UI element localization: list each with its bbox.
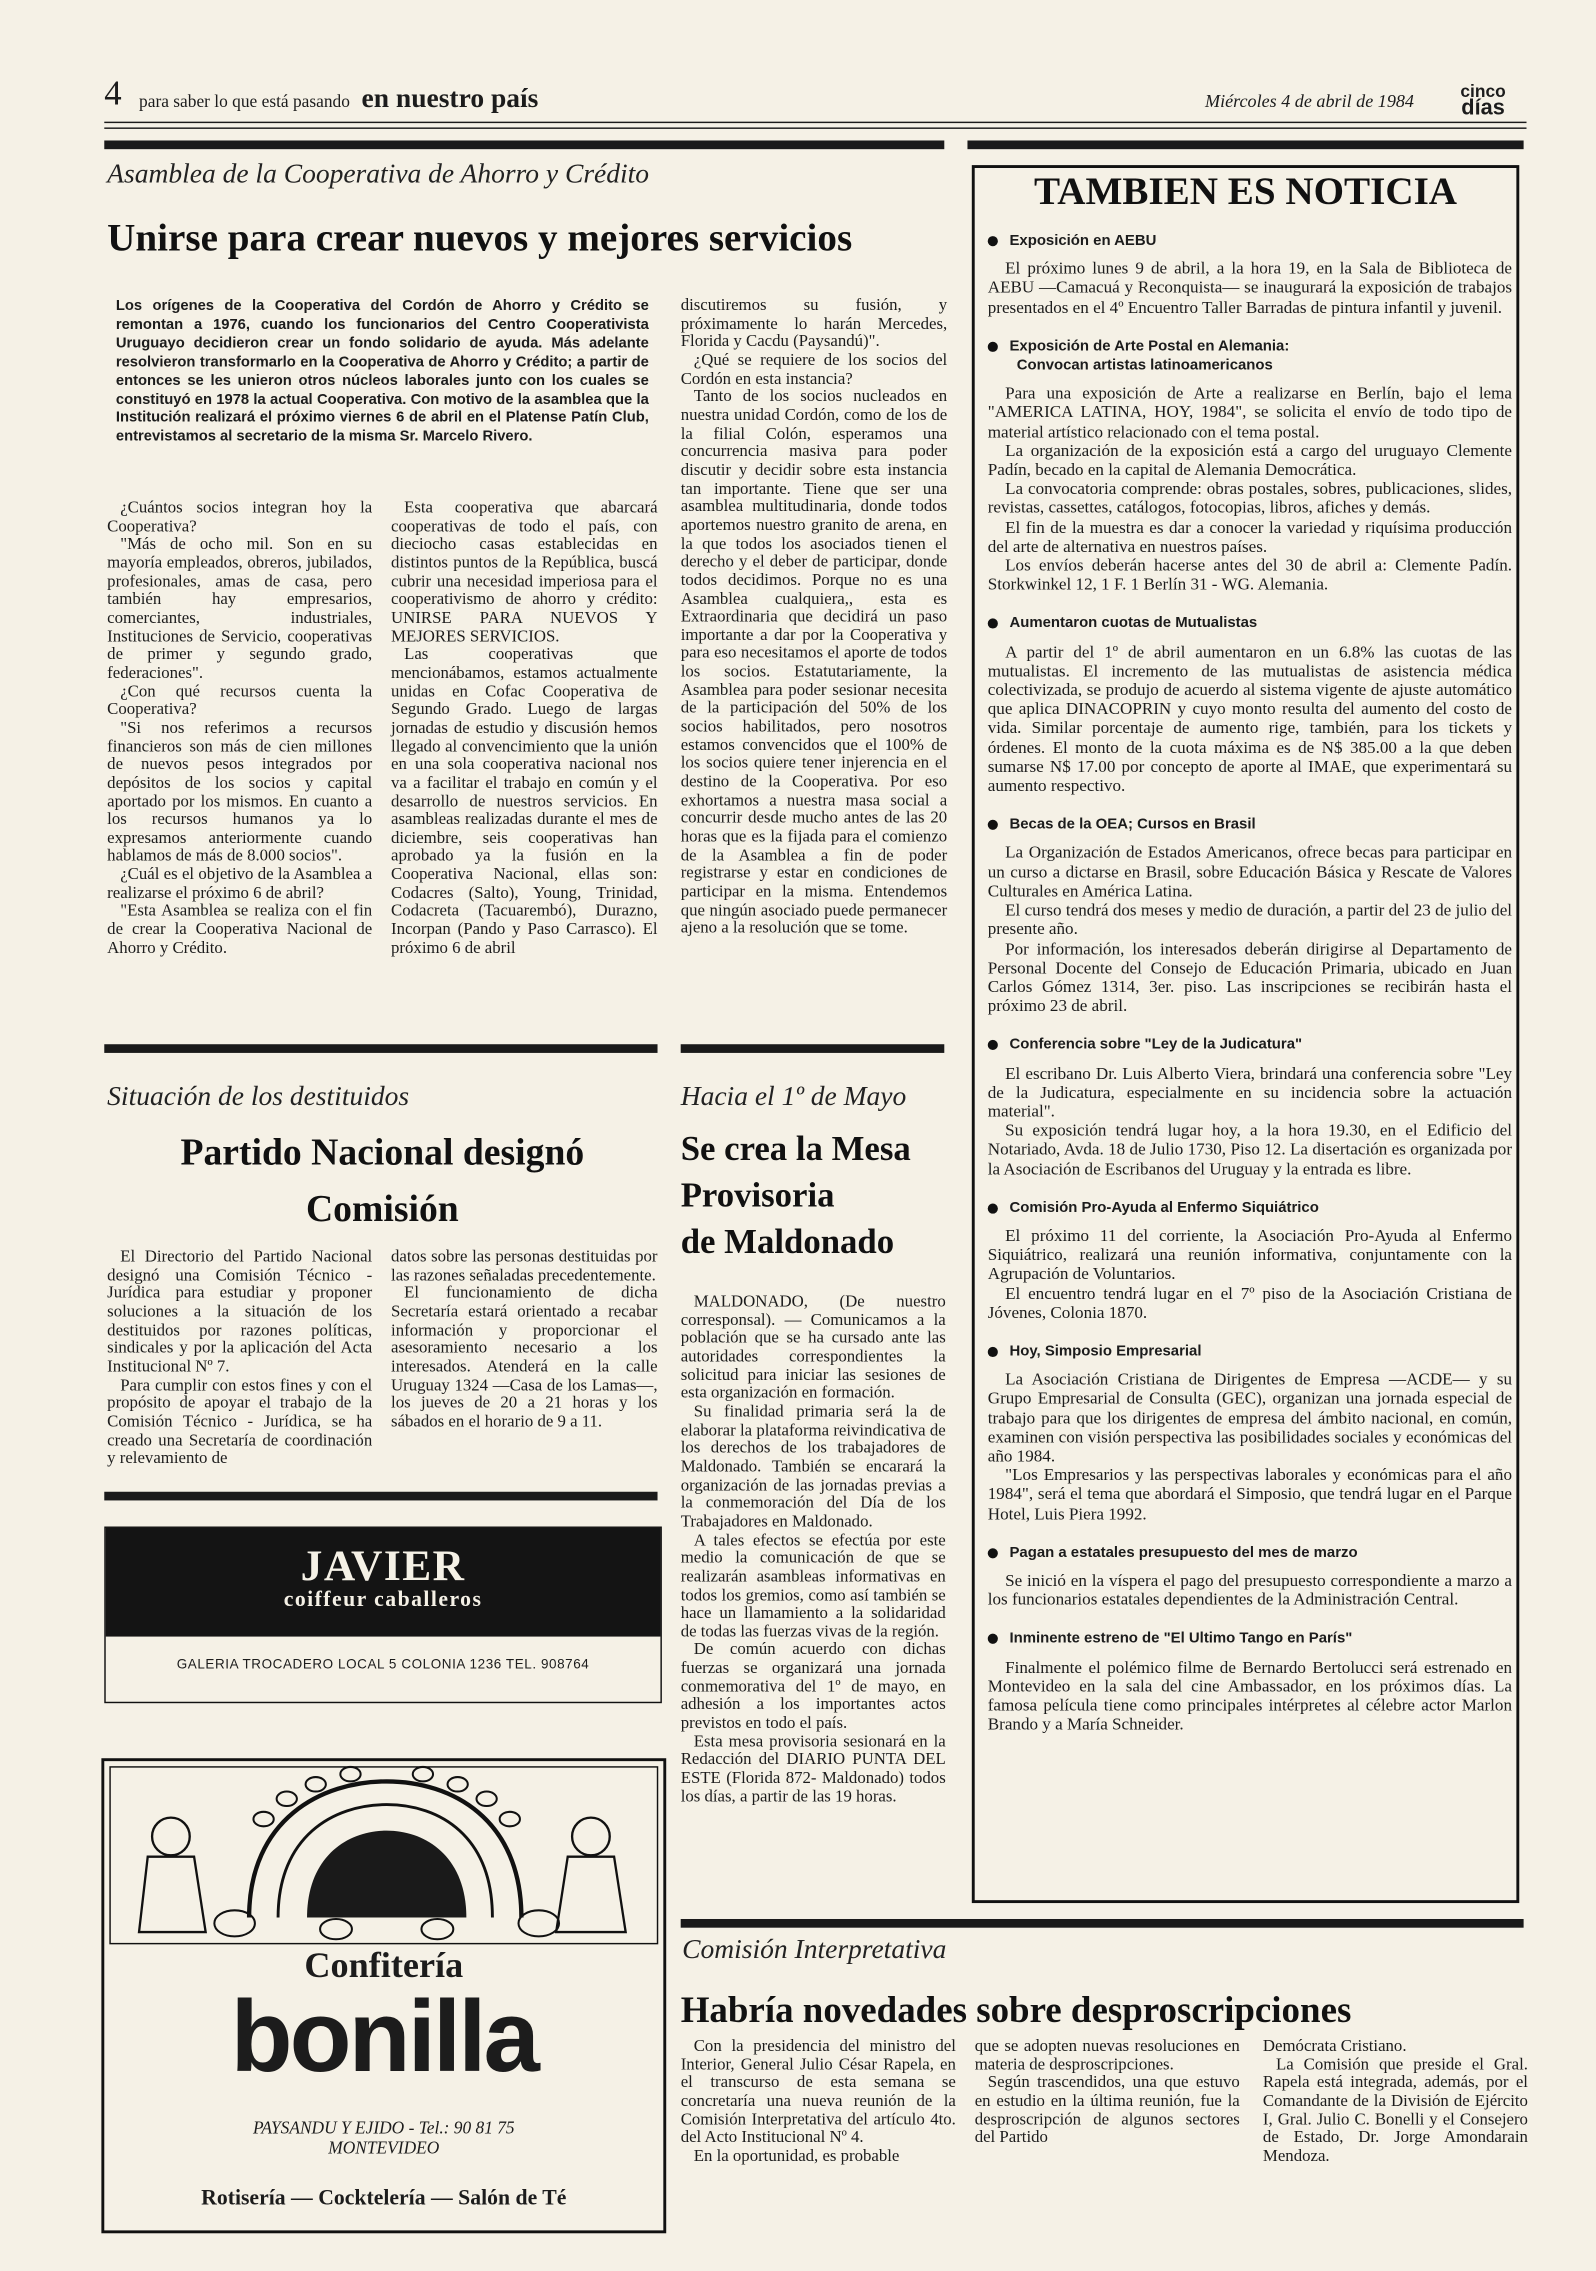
bullet-icon	[988, 619, 998, 629]
news-item	[988, 816, 1512, 1016]
javier-address: GALERIA TROCADERO LOCAL 5 COLONIA 1236 TEL. 908764	[176, 1656, 590, 1672]
news-item-paragraph: Los envíos deberán hacerse antes del 30 de abril a: Clemente Padín. Storkwinkel 12, 1 F. 1 Berlín 31 - WG. Alemania.	[987, 554, 1513, 595]
javier-name: JAVIER	[300, 1542, 466, 1591]
paragraph: ¿Cuántos socios integran hoy la Cooperativa?	[107, 498, 373, 536]
paragraph: Esta cooperativa que abarcará cooperativas de todo el país, con dieciocho casas establecidas en distintos puntos de la República, buscá cubrir una necesidad imperiosa para el cooperativismo de ahorro y crédito: UNIRSE PARA NUEVOS Y MEJORES SERVICIOS.	[391, 498, 658, 646]
news-item-paragraph: Se inició en la víspera el pago del presupuesto correspondiente a marzo a los funcionarios estatales dependientes de la Administración Central.	[987, 1569, 1513, 1610]
bullet-icon	[988, 1203, 998, 1213]
news-item	[988, 337, 1512, 594]
news-item-paragraph: El fin de la muestra es dar a conocer la variedad y riquísima producción del arte de alternativa en nuestros países.	[987, 516, 1513, 556]
bullet-icon	[988, 1634, 998, 1644]
comision-column-1	[681, 2038, 956, 2166]
mayo-headline-3: de Maldonado	[680, 1223, 895, 1262]
destituidos-column-1	[107, 1248, 372, 1468]
comision-column-3	[1263, 2038, 1528, 2166]
news-item-heading	[988, 1036, 1512, 1055]
javier-subtitle: coiffeur caballeros	[283, 1588, 483, 1612]
news-item-heading	[988, 1343, 1512, 1362]
paragraph: El funcionamiento de dicha Secretaría estará orientado a recabar información y proporcionar el asesoramiento necesario a los interesados. Atenderá en la calle Uruguay 1324 —Casa de los Lamas—, los jueves de 20 a 21 horas y los sábados en el horario de 9 a 11.	[391, 1283, 658, 1431]
bakery-illustration	[104, 1761, 663, 1949]
news-item-heading	[988, 615, 1512, 634]
mayo-kicker: Hacia el 1º de Mayo	[680, 1081, 907, 1113]
news-item-paragraph: "Los Empresarios y las perspectivas laborales y económicas para el año 1984", será el tema que abordará el Simposio, que tendrá lugar en el Parque Hotel, Luis Piera 1992.	[987, 1464, 1513, 1524]
paragraph: Esta mesa provisoria sesionará en la Redacción del DIARIO PUNTA DEL ESTE (Florida 872- Maldonado) todos los días, a partir de las 19 horas.	[680, 1731, 946, 1806]
news-item	[988, 615, 1512, 796]
logo-line-1: cinco	[1460, 81, 1506, 102]
bullet-icon	[988, 1040, 998, 1050]
paragraph: que se adopten nuevas resoluciones en materia de desproscripciones.	[974, 2036, 1240, 2074]
news-item-title: Hoy, Simposio Empresarial	[1009, 1343, 1202, 1360]
paragraph: discutiremos su fusión, y próximamente lo harán Mercedes, Florida y Cacdu (Paysandú)".	[680, 295, 948, 351]
logo-line-2: días	[1461, 95, 1505, 121]
news-item-paragraph: El encuentro tendrá lugar en el 7º piso de la Asociación Cristiana de Jóvenes, Colonia 1870.	[987, 1282, 1513, 1322]
paragraph: De común acuerdo con dichas fuerzas se organizará una jornada conmemorativa del 1º de mayo, en adhesión a los importantes actos previstos en todo el país.	[680, 1640, 946, 1733]
destituidos-bottom-bar	[104, 1492, 657, 1501]
destituidos-headline-1: Partido Nacional designó	[180, 1131, 585, 1174]
paragraph: ¿Qué se requiere de los socios del Cordón en esta instancia?	[680, 350, 948, 388]
cooperativa-kicker: Asamblea de la Cooperativa de Ahorro y Crédito	[107, 159, 650, 190]
header-rule	[104, 122, 1526, 123]
paragraph: "Más de ocho mil. Son en su mayoría empleados, obreros, jubilados, profesionales, amas de casa, pero también hay empresarios, comerciantes, industriales, Instituciones de Servicio, cooperativas de primer y segundo grado, federaciones".	[107, 534, 373, 683]
news-item-paragraph: El próximo 11 del corriente, la Asociación Pro-Ayuda al Enfermo Siquiátrico, realizará una reunión informativa, conjuntamente con la Agrupación de Voluntarios.	[987, 1225, 1513, 1284]
bonilla-name: bonilla	[230, 1979, 538, 2093]
news-item-heading	[988, 1630, 1512, 1649]
mayo-body	[681, 1293, 946, 1806]
paragraph: Demócrata Cristiano.	[1262, 2036, 1407, 2056]
mayo-headline-1: Se crea la Mesa	[680, 1131, 911, 1169]
news-item-title: Exposición de Arte Postal en Alemania:	[1009, 338, 1290, 355]
javier-ad-banner	[106, 1528, 661, 1637]
news-item-paragraph: La Asociación Cristiana de Dirigentes de Empresa —ACDE— y su Grupo Empresarial de Consulta (GEC), organizan una jornada especial de trabajo para que los dirigentes de empresa del ámbito nacional, en común, examinen con visión perspectiva las posibilidades sociales y económicas del año 1984.	[987, 1368, 1513, 1466]
issue-date: Miércoles 4 de abril de 1984	[1204, 91, 1414, 112]
paragraph: "Si nos referimos a recursos financieros son más de cien millones de nuevos pesos integrados por depósitos de los socios y capital aportado por los mismos. En cuanto a los recursos humanos ya lo expresamos anteriormente cuando hablamos de más de 8.000 socios".	[107, 718, 373, 866]
news-item-heading	[988, 232, 1512, 251]
paragraph: Para cumplir con estos fines y con el propósito de apoyar el trabajo de la Comisión Técnico - Jurídica, se ha creado una Secretaría de coordinación y relevamiento de	[107, 1375, 373, 1468]
paragraph: Tanto de los socios nucleados en nuestra unidad Cordón, como de los de la filial Colón, esperamos una concurrencia masiva para poder discutir y decidir sobre esta instancia tan importante. Tiene que ser una asamblea multitudinaria, donde todos aportemos nuestro granito de arena, en la que todos los asociados tienen el derecho y el deber de participar, donde todos decidimos. Porque no es una Asamblea cualquiera,, esta es Extraordinaria que decidirá un paso importante a dar por la Cooperativa y para eso necesitamos el aporte de todos los socios. Estatutariamente, la Asamblea para poder sesionar necesita de la participación del 50% de los socios habilitados, pero nosotros estamos convencidos que el 100% de los socios quiere tener injerencia en el destino de la Cooperativa. Por eso exhortamos a nuestra masa social a concurrir desde mucho antes de las 20 horas que es la fijada para el comienzo de la Asamblea a fin de poder registrarse y estar en condiciones de participar en la misma. Entendemos que ningún asociado puede permanecer ajeno a la resolución que se tome.	[680, 387, 948, 938]
news-item-paragraph: Por información, los interesados deberán dirigirse al Departamento de Personal Docente del Consejo de Educación Primaria, ubicado en Juan Carlos Gómez 1314, 3er. piso. Las inscripciones se recibirán hasta el próximo 23 de abril.	[987, 937, 1513, 1016]
news-item-heading	[988, 1544, 1512, 1563]
cooperativa-headline: Unirse para crear nuevos y mejores servicios	[107, 215, 853, 260]
news-item-paragraph: Finalmente el polémico filme de Bernardo Bertolucci será estrenado en Montevideo en la sala del cine Ambassador, en los próximos días. La famosa película tiene como principales intérpretes al célebre actor Marlon Brando y a María Schneider.	[987, 1656, 1513, 1734]
header-rule-2	[104, 127, 1526, 128]
destituidos-kicker: Situación de los destituidos	[107, 1081, 410, 1113]
news-item-title: Exposición en AEBU	[1009, 233, 1157, 250]
news-item-title: Pagan a estatales presupuesto del mes de marzo	[1009, 1545, 1358, 1561]
bullet-icon	[988, 1548, 998, 1558]
news-item-heading	[988, 337, 1512, 375]
news-item	[988, 1544, 1512, 1610]
comision-column-2	[975, 2038, 1240, 2148]
paragraph: "Esta Asamblea se realiza con el fin de crear la Cooperativa Nacional de Ahorro y Crédito.	[107, 901, 373, 957]
news-item	[988, 232, 1512, 317]
news-item-title: Inminente estreno de "El Ultimo Tango en París"	[1009, 1631, 1353, 1648]
destituidos-column-2	[391, 1248, 657, 1431]
paragraph: En la oportunidad, es probable	[693, 2146, 900, 2166]
tagline-prefix: para saber lo que está pasando	[139, 91, 350, 112]
bullet-icon	[988, 820, 998, 830]
tagline	[139, 84, 538, 116]
news-item	[988, 1343, 1512, 1524]
paragraph: A tales efectos se efectúa por este medio la comunicación de que se realizarán asambleas informativas en todos los gremios, como así también se hace un llamamiento a la solidaridad de todas las fuerzas vivas de la región.	[680, 1530, 946, 1641]
cooperativa-lead: Los orígenes de la Cooperativa del Cordón de Ahorro y Crédito se remontan a 1976, cuando los funcionarios del Centro Cooperativista Uruguayo decidieron crear un fondo solidario de ayuda. Más adelante resolvieron transformarlo en la Cooperativa de Ahorro y Crédito; a partir de entonces se les unieron otros núcleos laborales junto con los cuales se constituyó en 1978 la actual Cooperativa. Con motivo de la asamblea que la Institución realizará el próximo viernes 6 de abril en el Platense Patín Club, entrevistamos al secretario de la misma Sr. Marcelo Rivero.	[115, 298, 649, 446]
top-bar-right	[967, 140, 1523, 149]
tagline-main: en nuestro país	[361, 84, 539, 115]
comision-bar	[681, 1919, 1524, 1928]
news-item-paragraph: A partir del 1º de abril aumentaron en un 6.8% las cuotas de las mutualistas. El incremento de las mutualistas de asistencia médica colectivizada, se produjo de acuerdo al sistema vigente de ajuste automático que aplica DINACOPRIN y cuyo monto resulta del aumento del costo de vida. Similar porcentaje de aumento rige, también, para los tickets y órdenes. El monto de la cuota máxima es de N$ 385.00 a la que deben sumarse N$ 17.00 por concepto de aporte al IMAE, que experimentará su aumento respectivo.	[987, 641, 1513, 796]
bonilla-city: MONTEVIDEO	[328, 2137, 440, 2158]
bullet-icon	[988, 236, 998, 246]
news-item	[988, 1036, 1512, 1179]
bullet-icon	[988, 1347, 998, 1357]
news-item-title: Conferencia sobre "Ley de la Judicatura"	[1009, 1037, 1303, 1054]
paragraph: El Directorio del Partido Nacional designó una Comisión Técnico - Jurídica para estudiar y proponer soluciones a la situación de los destituidos por razones políticas, sindicales y por la aplicación del Acta Institucional Nº 7.	[107, 1246, 373, 1376]
bullet-icon	[988, 341, 998, 351]
news-item	[988, 1630, 1512, 1734]
paragraph: La Comisión que preside el Gral. Rapela está integrada, además, por el Comandante de la División de Ejército I, Gral. Julio C. Bonelli y el Consejero de Estado, Dr. Jorge Amondarain Mendoza.	[1262, 2054, 1528, 2166]
news-item-paragraph: La organización de la exposición está a cargo del uruguayo Clemente Padín, becado en la capital de Alemania Democrática.	[987, 440, 1513, 480]
news-item-paragraph: El escribano Dr. Luis Alberto Viera, brindará una conferencia sobre "Ley de la Judicatura, especialmente en su incidencia sobre la actuación material".	[987, 1062, 1513, 1121]
bonilla-footer: Rotisería — Cocktelería — Salón de Té	[201, 2186, 567, 2211]
news-item-paragraph: Su exposición tendrá lugar hoy, a la hora 19.30, en el Edificio del Notariado, Avda. 18 de Julio 1730, Piso 12. La disertación es organizada por la Asociación de Escribanos del Uruguay y la entrada es libre.	[987, 1119, 1513, 1179]
news-item-title: Becas de la OEA; Cursos en Brasil	[1009, 817, 1256, 834]
paragraph: Con la presidencia del ministro del Interior, General Julio César Rapela, en el transcurso de esta semana se concretaría una nueva reunión de la Comisión Interpretativa del artículo 4to. del Acto Institucional Nº 4.	[680, 2036, 956, 2147]
destituidos-headline-2: Comisión	[305, 1187, 459, 1230]
bonilla-script: Confitería	[304, 1946, 464, 1986]
bonilla-ad	[101, 1758, 666, 2233]
tambien-items	[988, 217, 1512, 1734]
bonilla-address: PAYSANDU Y EJIDO - Tel.: 90 81 75	[252, 2117, 515, 2138]
destituidos-bar	[104, 1044, 657, 1053]
news-item-heading	[988, 1199, 1512, 1218]
news-item-paragraph: Para una exposición de Arte a realizarse en Berlín, bajo el lema "AMERICA LATINA, HOY, 1984", se solicita el envío de todo tipo de material artístico relacionado con el tema postal.	[987, 382, 1513, 442]
news-item-title: Aumentaron cuotas de Mutualistas	[1009, 616, 1258, 633]
paragraph: Según trascendidos, una que estuvo en estudio en la última reunión, fue la desproscripción de algunos sectores del Partido	[974, 2072, 1240, 2147]
paragraph: Las cooperativas que mencionábamos, estamos actualmente unidas en Cofac Cooperativa de Segundo Grado. Luego de largas jornadas de estudio y discusión hemos llegado al convencimiento que la unión en una sola cooperativa nacional nos va a facilitar el trabajo en común y el desarrollo de nuestros servicios. En asambleas realizadas durante el mes de diciembre, seis cooperativas han aprobado ya la fusión en la Cooperativa Nacional, ellas son: Codacres (Salto), Young, Trinidad, Codacreta (Tacuarembó), Durazno, Incorpan (Pando y Paso Carrasco). El próximo 6 de abril	[391, 644, 658, 957]
page-number: 4	[104, 75, 122, 113]
cooperativa-column-1	[107, 500, 372, 958]
cooperativa-column-3	[681, 297, 947, 939]
news-item-paragraph: El curso tendrá dos meses y medio de duración, a partir del 23 de julio del presente año.	[987, 899, 1513, 939]
news-item-subtitle: Convocan artistas latinoamericanos	[1016, 357, 1273, 374]
comision-kicker: Comisión Interpretativa	[682, 1934, 947, 1966]
paragraph: Su finalidad primaria será la de elaborar la plataforma reivindicativa de los derechos de los trabajadores de Maldonado. También se encarará la organización de las jornadas previas a la conmemoración del Día de los Trabajadores en Maldonado.	[680, 1401, 946, 1531]
paragraph: datos sobre las personas destituidas por las razones señaladas precedentemente.	[391, 1246, 658, 1285]
masthead-logo	[1448, 81, 1518, 121]
javier-ad	[104, 1527, 662, 1704]
mayo-headline-2: Provisoria	[680, 1177, 835, 1216]
top-bar-left	[104, 140, 944, 149]
cooperativa-column-2	[391, 500, 657, 958]
comision-headline: Habría novedades sobre desproscripciones	[680, 1988, 1352, 2031]
paragraph: ¿Con qué recursos cuenta la Cooperativa?	[107, 681, 373, 719]
news-item-paragraph: El próximo lunes 9 de abril, a la hora 19, en la Sala de Biblioteca de AEBU —Camacuá y Reconquista— se inaugurará la exposición de trabajos presentados en el 4º Encuentro Taller Barradas de pintura infantil y juvenil.	[987, 258, 1513, 317]
news-item	[988, 1199, 1512, 1322]
news-item-paragraph: La convocatoria comprende: obras postales, sobres, publicaciones, slides, revistas, cassettes, catálogos, fotocopias, libros, afiches y demás.	[987, 478, 1513, 518]
mayo-bar	[681, 1044, 945, 1053]
tambien-title: TAMBIEN ES NOTICIA	[1034, 169, 1458, 213]
news-item-title: Comisión Pro-Ayuda al Enfermo Siquiátrico	[1009, 1200, 1319, 1217]
paragraph: MALDONADO, (De nuestro corresponsal). — Comunicamos a la población que se ha cursado ante las autoridades correspondientes la solicitud para iniciar las sesiones de esta organización en formación.	[680, 1291, 946, 1403]
news-item-heading	[988, 816, 1512, 835]
paragraph: ¿Cuál es el objetivo de la Asamblea a realizarse el próximo 6 de abril?	[107, 864, 373, 902]
news-item-paragraph: La Organización de Estados Americanos, ofrece becas para participar en un curso a dictarse en Brasil, sobre Educación Básica y Rescate de Valores Culturales en América Latina.	[987, 842, 1513, 901]
